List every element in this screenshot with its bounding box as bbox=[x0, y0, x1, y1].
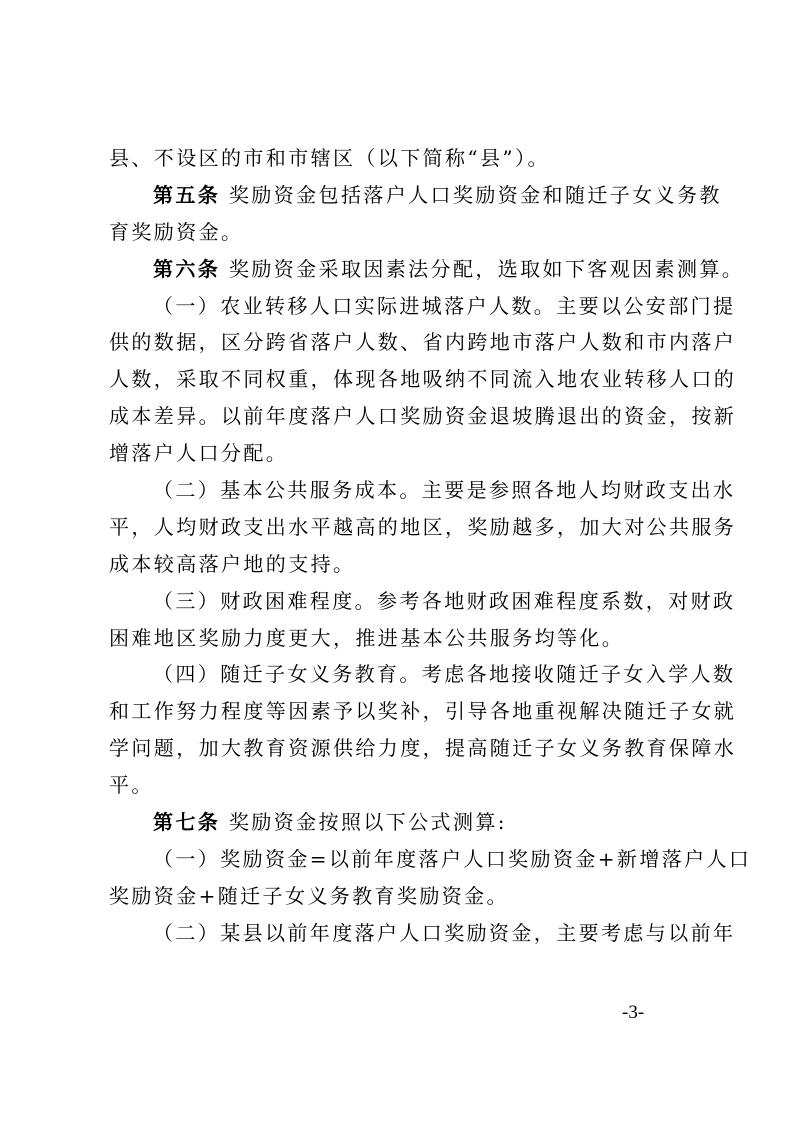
text-line bbox=[109, 804, 693, 841]
line-text: 奖励资金+随迁子女义务教育奖励资金。 bbox=[109, 883, 509, 908]
text-line bbox=[109, 509, 737, 546]
line-text: 奖励资金采取因素法分配，选取如下客观因素测算。 bbox=[220, 256, 745, 281]
line-text: 困难地区奖励力度更大，推进基本公共服务均等化。 bbox=[109, 625, 625, 650]
text-line bbox=[109, 546, 693, 583]
text-line bbox=[109, 841, 752, 878]
article-heading: 第七条 bbox=[153, 810, 221, 835]
line-text: （三）财政困难程度。参考各地财政困难程度系数，对财政 bbox=[153, 588, 736, 613]
text-line bbox=[109, 656, 736, 693]
line-text: 供的数据，区分跨省落户人数、省内跨地市落户人数和市内落户 bbox=[109, 330, 737, 355]
line-text: 增落户人口分配。 bbox=[109, 441, 289, 466]
line-text: 奖励资金包括落户人口奖励资金和随迁子女义务教 bbox=[220, 182, 722, 207]
text-line bbox=[109, 620, 693, 657]
line-text: 平，人均财政支出水平越高的地区，奖励越多，加大对公共服务 bbox=[109, 514, 737, 539]
text-line bbox=[109, 878, 693, 915]
page-number: -3- bbox=[622, 1002, 645, 1023]
line-text: 成本较高落户地的支持。 bbox=[109, 551, 356, 576]
text-line bbox=[109, 915, 736, 952]
line-text: 平。 bbox=[109, 773, 154, 798]
text-line bbox=[109, 583, 736, 620]
text-line bbox=[109, 214, 693, 251]
line-text: （二）基本公共服务成本。主要是参照各地人均财政支出水 bbox=[153, 478, 736, 503]
text-line bbox=[109, 361, 737, 398]
document-body bbox=[109, 140, 752, 952]
text-line bbox=[109, 435, 693, 472]
text-line bbox=[109, 140, 693, 177]
article-heading: 第六条 bbox=[153, 256, 221, 281]
text-line bbox=[109, 767, 693, 804]
line-text: （一）农业转移人口实际进城落户人数。主要以公安部门提 bbox=[153, 293, 736, 318]
line-text: 育奖励资金。 bbox=[109, 219, 244, 244]
text-line bbox=[109, 251, 745, 288]
text-line bbox=[109, 324, 737, 361]
text-line bbox=[109, 177, 722, 214]
text-line bbox=[109, 472, 736, 509]
text-line bbox=[109, 398, 737, 435]
line-text: 和工作努力程度等因素予以奖补，引导各地重视解决随迁子女就 bbox=[109, 699, 737, 724]
text-line bbox=[109, 288, 736, 325]
line-text: （一）奖励资金=以前年度落户人口奖励资金+新增落户人口 bbox=[153, 846, 752, 871]
line-text: 成本差异。以前年度落户人口奖励资金退坡腾退出的资金，按新 bbox=[109, 404, 737, 429]
line-text: （二）某县以前年度落户人口奖励资金，主要考虑与以前年 bbox=[153, 920, 736, 945]
line-text: 学问题，加大教育资源供给力度，提高随迁子女义务教育保障水 bbox=[109, 736, 737, 761]
text-line bbox=[109, 693, 737, 730]
article-heading: 第五条 bbox=[153, 182, 221, 207]
line-text: （四）随迁子女义务教育。考虑各地接收随迁子女入学人数 bbox=[153, 662, 736, 687]
text-line bbox=[109, 730, 737, 767]
line-text: 县、不设区的市和市辖区（以下简称“县”）。 bbox=[109, 146, 550, 170]
line-text: 人数，采取不同权重，体现各地吸纳不同流入地农业转移人口的 bbox=[109, 367, 737, 392]
line-text: 奖励资金按照以下公式测算: bbox=[220, 810, 507, 835]
